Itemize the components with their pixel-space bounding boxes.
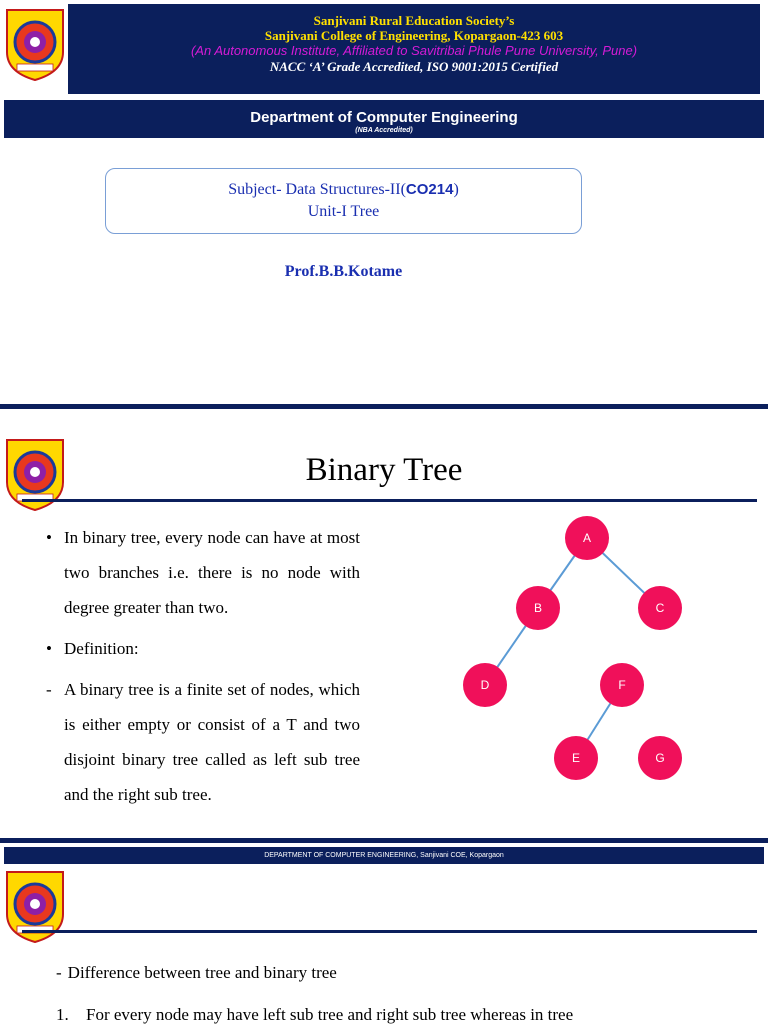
institute-header (68, 4, 760, 94)
accreditation: NACC ‘A’ Grade Accredited, ISO 9001:2015 Certified (269, 59, 559, 74)
node-c-label: C (655, 601, 665, 615)
dash-mark: - (56, 963, 62, 982)
node-b (516, 586, 560, 630)
subject-line (106, 179, 581, 201)
slide-divider (0, 404, 768, 409)
node-b-label: B (533, 601, 543, 615)
title-underline (22, 930, 757, 933)
slide-title: Binary Tree (305, 452, 463, 488)
subject-suffix: ) (453, 181, 459, 198)
college-name: Sanjivani College of Engineering, Kopargaon-423 603 (264, 28, 564, 43)
bullet-mark: • (46, 639, 52, 658)
list-number: 1. (56, 1005, 69, 1024)
bullet-item (46, 672, 360, 812)
node-d (463, 663, 507, 707)
bullet-text: Definition: (64, 639, 139, 658)
college-logo (3, 6, 67, 82)
department-bar (4, 100, 764, 138)
bullet-text: In binary tree, every node can have at most two branches i.e. there is no node with degree greater than two. (64, 528, 360, 617)
society-name: Sanjivani Rural Education Society’s (313, 13, 515, 28)
bullet-text: A binary tree is a finite set of nodes, which is either empty or consist of a T and two disjoint binary tree called as left sub tree and the right sub tree. (64, 680, 360, 804)
affiliation: (An Autonomous Institute, Affiliated to Savitribai Phule Pune University, Pune) (190, 43, 638, 58)
professor-name: Prof.B.B.Kotame (284, 263, 403, 280)
subject-box (105, 168, 582, 234)
title-slide (0, 0, 768, 405)
slide-spacer (0, 411, 768, 430)
bullet-item (46, 520, 360, 625)
unit-line: Unit-I Tree (307, 203, 380, 220)
node-c (638, 586, 682, 630)
binary-tree-diagram (450, 505, 750, 805)
node-d-label: D (480, 678, 490, 692)
node-f (600, 663, 644, 707)
subject-code: CO214 (405, 181, 454, 198)
title-underline (22, 499, 757, 502)
dash-mark: - (46, 680, 52, 699)
node-g (638, 736, 682, 780)
slide-divider (0, 838, 768, 843)
node-a (565, 516, 609, 560)
node-e-label: E (571, 751, 581, 765)
list-item (56, 1004, 573, 1024)
node-g-label: G (655, 751, 665, 765)
bullet-list (46, 520, 360, 812)
slide-footer: DEPARTMENT OF COMPUTER ENGINEERING, Sanjivani COE, Kopargaon (4, 847, 764, 864)
list-text: For every node may have left sub tree and right sub tree whereas in tree (86, 1005, 574, 1024)
node-e (554, 736, 598, 780)
difference-heading-text: Difference between tree and binary tree (67, 963, 337, 982)
subject-prefix: Subject- Data Structures-II( (228, 181, 406, 198)
department-name: Department of Computer Engineering (250, 109, 518, 126)
node-f-label: F (618, 678, 626, 692)
node-a-label: A (582, 531, 592, 545)
bullet-item (46, 631, 360, 666)
difference-heading (56, 962, 337, 984)
nba-label: (NBA Accredited) (355, 127, 413, 134)
bullet-mark: • (46, 528, 52, 547)
